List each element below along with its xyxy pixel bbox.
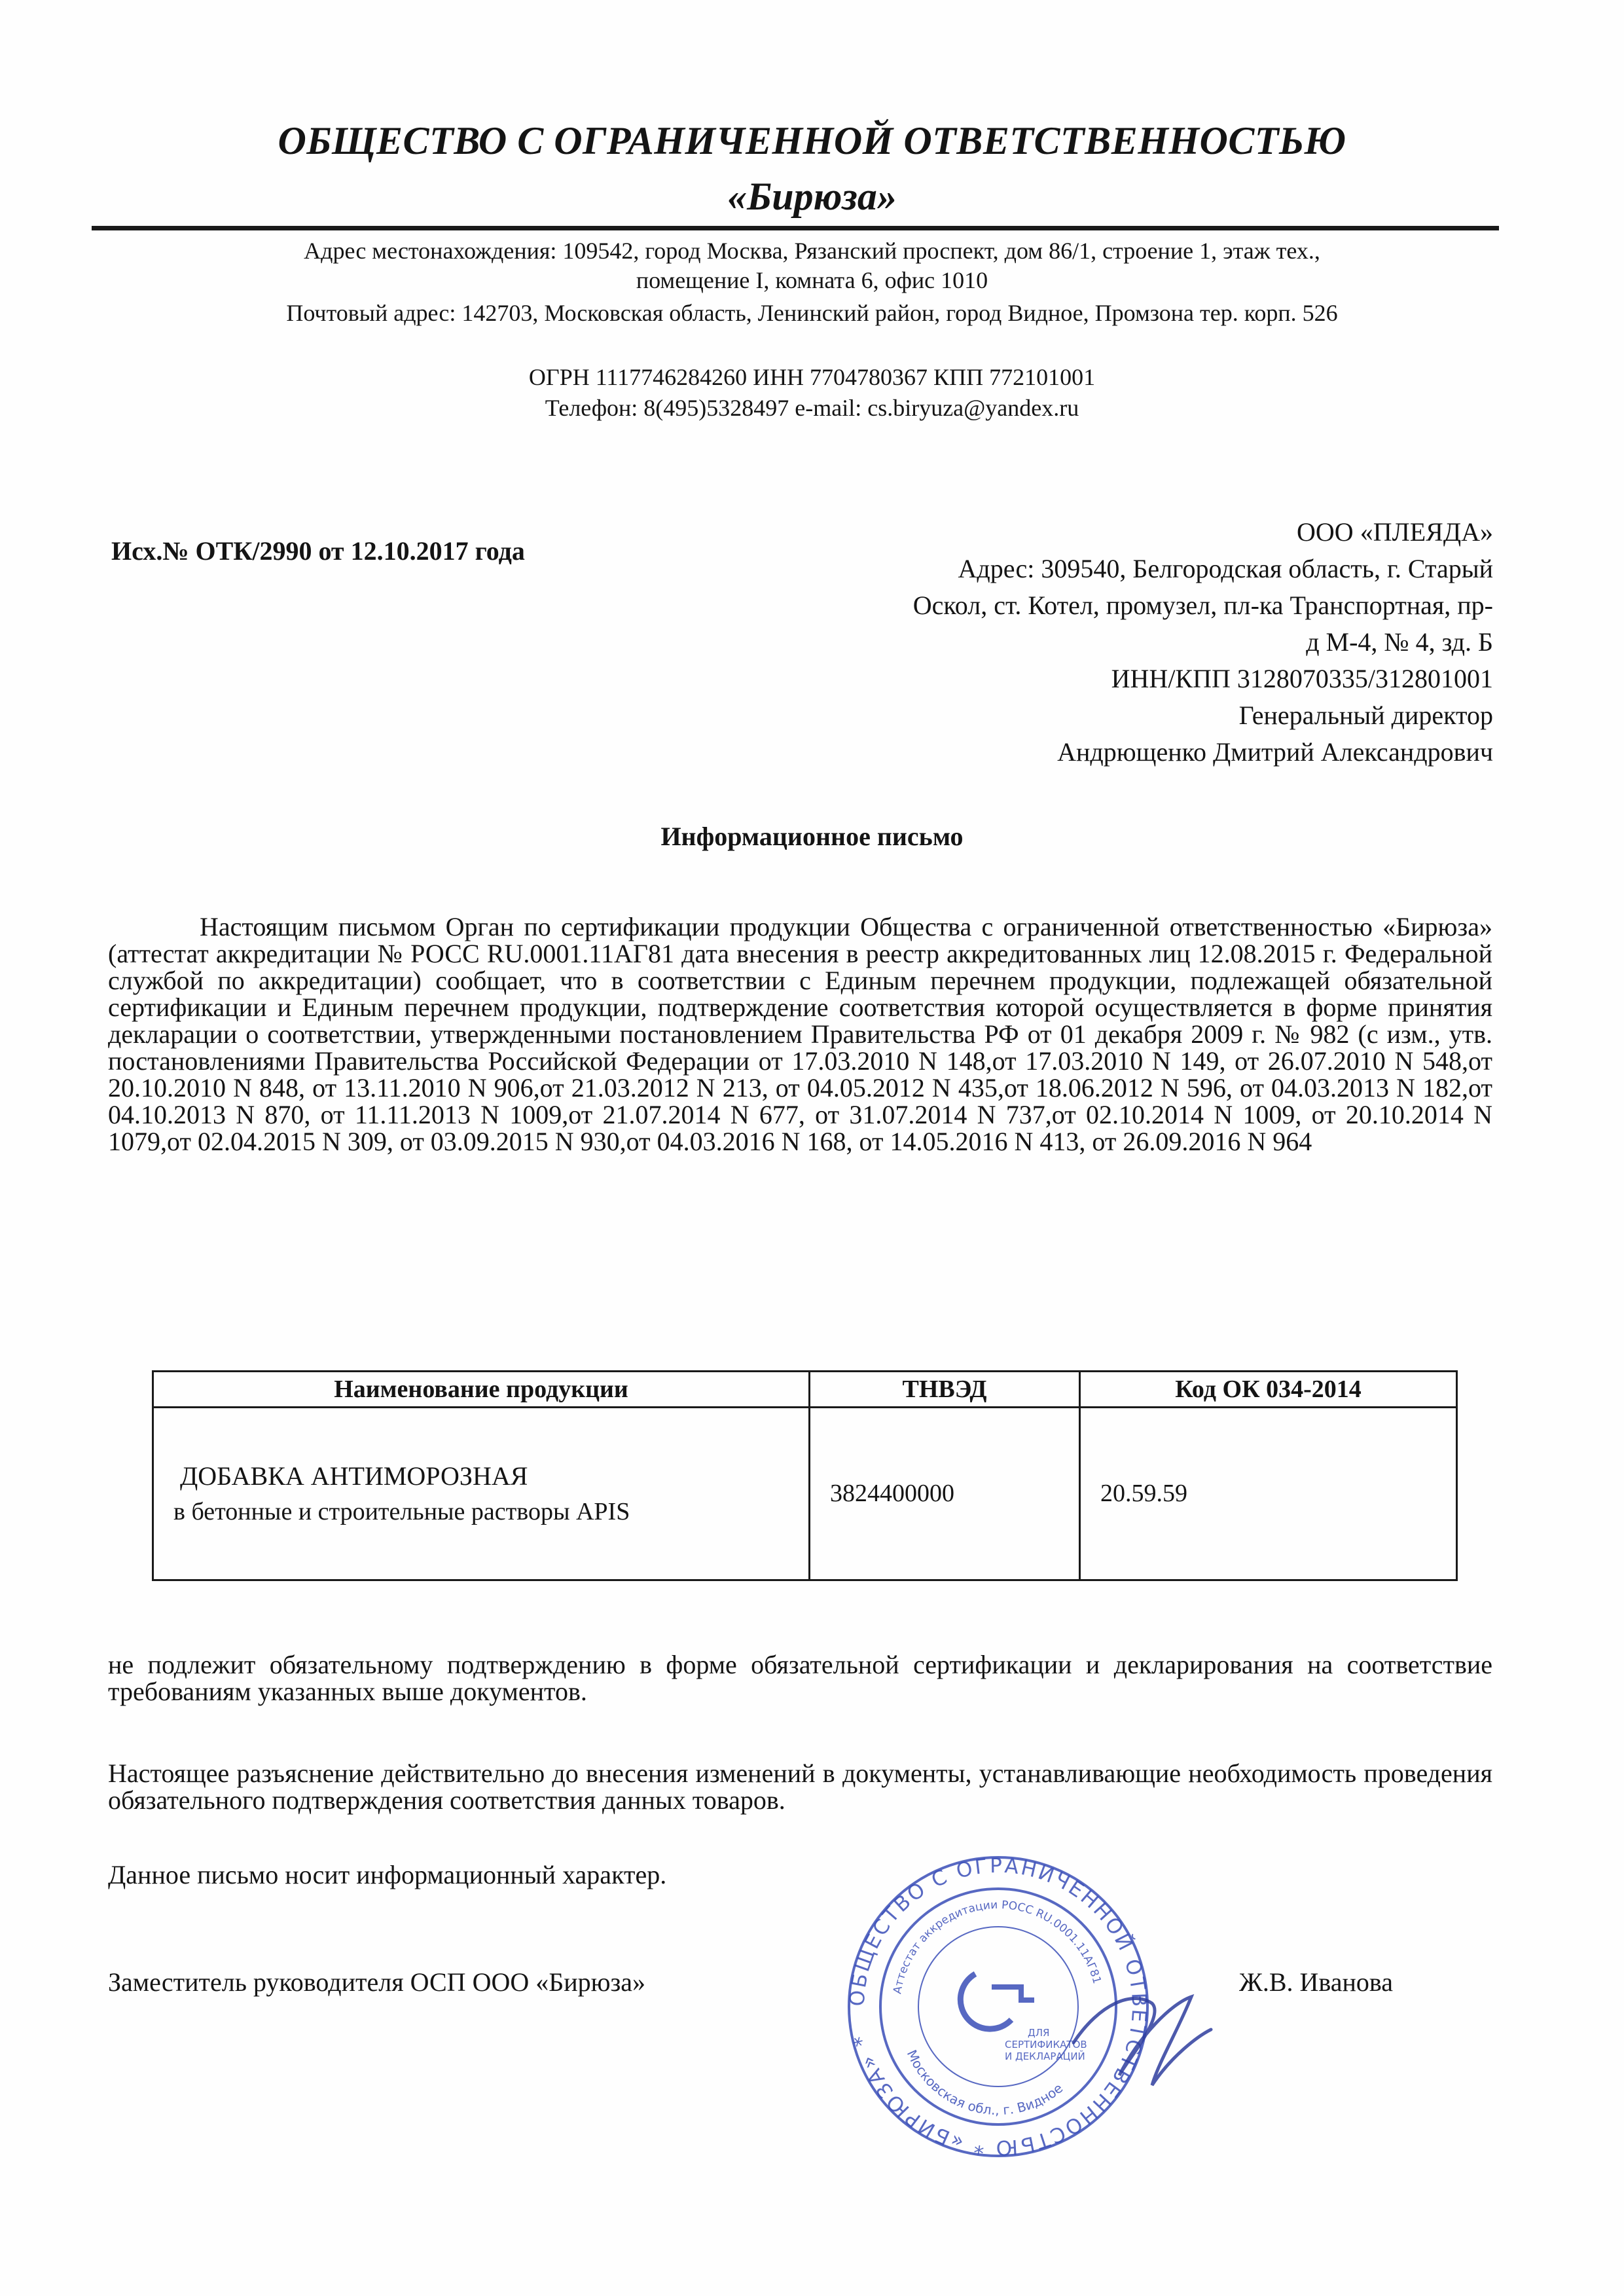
exemption-paragraph: не подлежит обязательному подтверждению в форме обязательной сертификации и декларирования на соответствие требованиям указанных выше документов. bbox=[108, 1650, 1492, 1706]
recipient-name: Андрющенко Дмитрий Александрович bbox=[1057, 737, 1493, 767]
table-row bbox=[153, 1408, 1457, 1580]
product-name-line2: в бетонные и строительные растворы APIS bbox=[173, 1497, 630, 1525]
signatory-name: Ж.В. Иванова bbox=[1239, 1967, 1394, 1997]
org-name-line1: ОБЩЕСТВО С ОГРАНИЧЕННОЙ ОТВЕТСТВЕННОСТЬЮ bbox=[278, 119, 1346, 162]
signatory-position: Заместитель руководителя ОСП ООО «Бирюза» bbox=[108, 1967, 646, 1997]
stamp-center-text-2: СЕРТИФИКАТОВ bbox=[1005, 2039, 1087, 2050]
header-product-name: Наименование продукции bbox=[153, 1372, 810, 1408]
handwritten-signature bbox=[1060, 1964, 1218, 2095]
legal-address-line2: помещение I, комната 6, офис 1010 bbox=[636, 267, 988, 293]
stamp-center-text-1: ДЛЯ bbox=[1028, 2027, 1050, 2039]
stamp-center-text-3: И ДЕКЛАРАЦИЙ bbox=[1005, 2050, 1085, 2062]
contacts: Телефон: 8(495)5328497 e-mail: cs.biryuza@yandex.ru bbox=[545, 395, 1079, 421]
recipient-address-line1: Адрес: 309540, Белгородская область, г. Старый bbox=[958, 554, 1493, 583]
stamp-outer-text: ОБЩЕСТВО С ОГРАНИЧЕННОЙ ОТВЕТСТВЕННОСТЬЮ * «БИРЮЗА» * bbox=[845, 1853, 1151, 2160]
stamp-bottom-text: Московская обл., г. Видное bbox=[903, 2047, 1066, 2119]
info-note: Данное письмо носит информационный характер. bbox=[108, 1860, 667, 1889]
letter-subject: Информационное письмо bbox=[660, 822, 964, 851]
recipient-position: Генеральный директор bbox=[1238, 701, 1493, 730]
recipient-block bbox=[740, 514, 1493, 771]
org-name-line2: «Бирюза» bbox=[727, 175, 897, 218]
outgoing-reference: Исх.№ ОТК/2990 от 12.10.2017 года bbox=[111, 536, 525, 566]
body-paragraph: Настоящим письмом Орган по сертификации продукции Общества с ограниченной ответственностью «Бирюза» (аттестат аккредитации № РОСС RU.0001.11АГ81 дата внесения в реестр аккредитованных лиц 12.08.2015 г. Федеральной службой по аккредитации) сообщает, что в соответствии с Единым перечнем продукции, подлежащей обязательной сертификации и Единым перечнем продукции, подтверждение соответствия которой осуществляется в форме принятия декларации о соответствии, утвержденными постановлением Правительства РФ от 01 декабря 2009 г. № 982 (с изм., утв. постановлениями Правительства Российской Федерации от 17.03.2010 N 148,от 17.03.2010 N 149, от 26.07.2010 N 548,от 20.10.2010 N 848, от 13.11.2010 N 906,от 21.03.2012 N 213, от 04.05.2012 N 435,от 18.06.2012 N 596, от 04.03.2013 N 182,от 04.10.2013 N 870, от 11.11.2013 N 1009,от 21.07.2014 N 677, от 31.07.2014 N 737,от 02.10.2014 N 1009, от 20.10.2014 N 1079,от 02.04.2015 N 309, от 03.09.2015 N 930,от 04.03.2016 N 168, от 14.05.2016 N 413, от 26.09.2016 N 964 bbox=[108, 912, 1492, 1156]
tnved-cell: 3824400000 bbox=[810, 1408, 1080, 1580]
recipient-company: ООО «ПЛЕЯДА» bbox=[1297, 517, 1493, 547]
header-divider bbox=[92, 226, 1499, 230]
product-name-cell bbox=[153, 1408, 810, 1580]
product-table bbox=[152, 1370, 1458, 1581]
legal-address-line1: Адрес местонахождения: 109542, город Москва, Рязанский проспект, дом 86/1, строение 1, этаж тех., bbox=[304, 238, 1320, 264]
validity-paragraph: Настоящее разъяснение действительно до внесения изменений в документы, устанавливающие необходимость проведения обязательного подтверждения соответствия данных товаров. bbox=[108, 1758, 1492, 1815]
ok-code-cell: 20.59.59 bbox=[1080, 1408, 1457, 1580]
product-name-line1: ДОБАВКА АНТИМОРОЗНАЯ bbox=[180, 1461, 528, 1491]
header-ok-code: Код ОК 034-2014 bbox=[1080, 1372, 1457, 1408]
certification-logo-icon bbox=[960, 1974, 1034, 2029]
recipient-address-line3: д М-4, № 4, зд. Б bbox=[1306, 627, 1493, 657]
recipient-inn-kpp: ИНН/КПП 3128070335/312801001 bbox=[1111, 664, 1493, 693]
registration-numbers: ОГРН 1117746284260 ИНН 7704780367 КПП 772101001 bbox=[528, 364, 1096, 390]
postal-address: Почтовый адрес: 142703, Московская область, Ленинский район, город Видное, Промзона тер. корп. 526 bbox=[286, 300, 1338, 326]
recipient-address-line2: Оскол, ст. Котел, промузел, пл-ка Транспортная, пр- bbox=[912, 591, 1493, 620]
table-header-row bbox=[153, 1372, 1457, 1408]
header-tnved: ТНВЭД bbox=[810, 1372, 1080, 1408]
stamp-inner-text: Аттестат аккредитации РОСС RU.0001.11АГ81 bbox=[891, 1898, 1104, 1995]
